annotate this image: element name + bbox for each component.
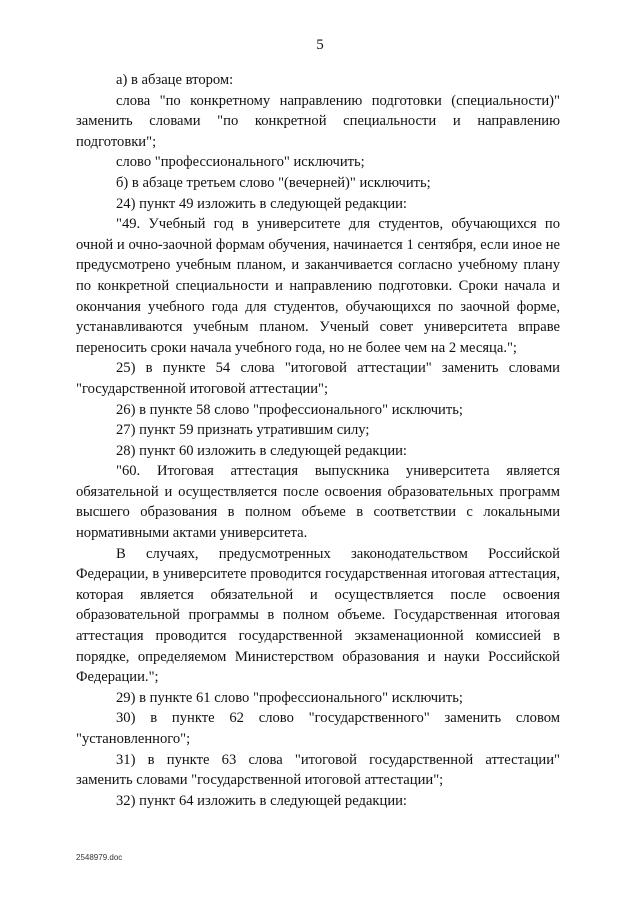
paragraph: б) в абзаце третьем слово "(вечерней)" исключить; [116, 174, 431, 191]
paragraph: 24) пункт 49 изложить в следующей редакции: [116, 195, 407, 212]
paragraph: 29) в пункте 61 слово "профессионального" исключить; [116, 689, 463, 706]
paragraph: "49. Учебный год в университете для студентов, обучающихся по очной и очно-заочной формам обучения, начинается 1 сентября, если иное не предусмотрено учебным планом, и заканчивается согласно учебному плану по конкретной специальности и направлению подготовки. Сроки начала и окончания учебного года для студентов, обучающихся по заочной форме, устанавливаются учебным планом. Ученый совет университета вправе переносить сроки начала учебного года, но не более чем на 2 месяца."; [76, 216, 560, 356]
paragraph: 26) в пункте 58 слово "профессионального" исключить; [116, 401, 463, 418]
paragraph: 25) в пункте 54 слова "итоговой аттестации" заменить словами "государственной итоговой аттестации"; [76, 360, 560, 397]
paragraph: 31) в пункте 63 слова "итоговой государственной аттестации" заменить словами "государственной итоговой аттестации"; [76, 751, 560, 789]
page-number: 5 [316, 37, 324, 53]
paragraph: "60. Итоговая аттестация выпускника университета является обязательной и осуществляется после освоения образовательных программ высшего образования в полном объеме в соответствии с локальными нормативными актами университета. [76, 463, 560, 542]
paragraph: слова "по конкретному направлению подготовки (специальности)" заменить словами "по конкретной специальности и направлению подготовки"; [76, 92, 560, 150]
document-body [76, 70, 560, 811]
paragraph: а) в абзаце втором: [116, 72, 234, 88]
paragraph: 28) пункт 60 изложить в следующей редакции: [116, 442, 407, 459]
paragraph: 27) пункт 59 признать утратившим силу; [116, 422, 370, 439]
file-name-footer: 2548979.doc [76, 853, 123, 862]
paragraph: В случаях, предусмотренных законодательством Российской Федерации, в университете проводится государственная итоговая аттестация, которая является обязательной и осуществляется после освоения образовательной программы в полном объеме. Государственная итоговая аттестация проводится государственной экзаменационной комиссией в порядке, определяемом Министерством образования и науки Российской Федерации."; [76, 545, 560, 686]
paragraph: 30) в пункте 62 слово "государственного" заменить словом "установленного"; [76, 710, 560, 747]
paragraph: слово "профессионального" исключить; [116, 154, 365, 171]
paragraph: 32) пункт 64 изложить в следующей редакции: [116, 792, 407, 809]
